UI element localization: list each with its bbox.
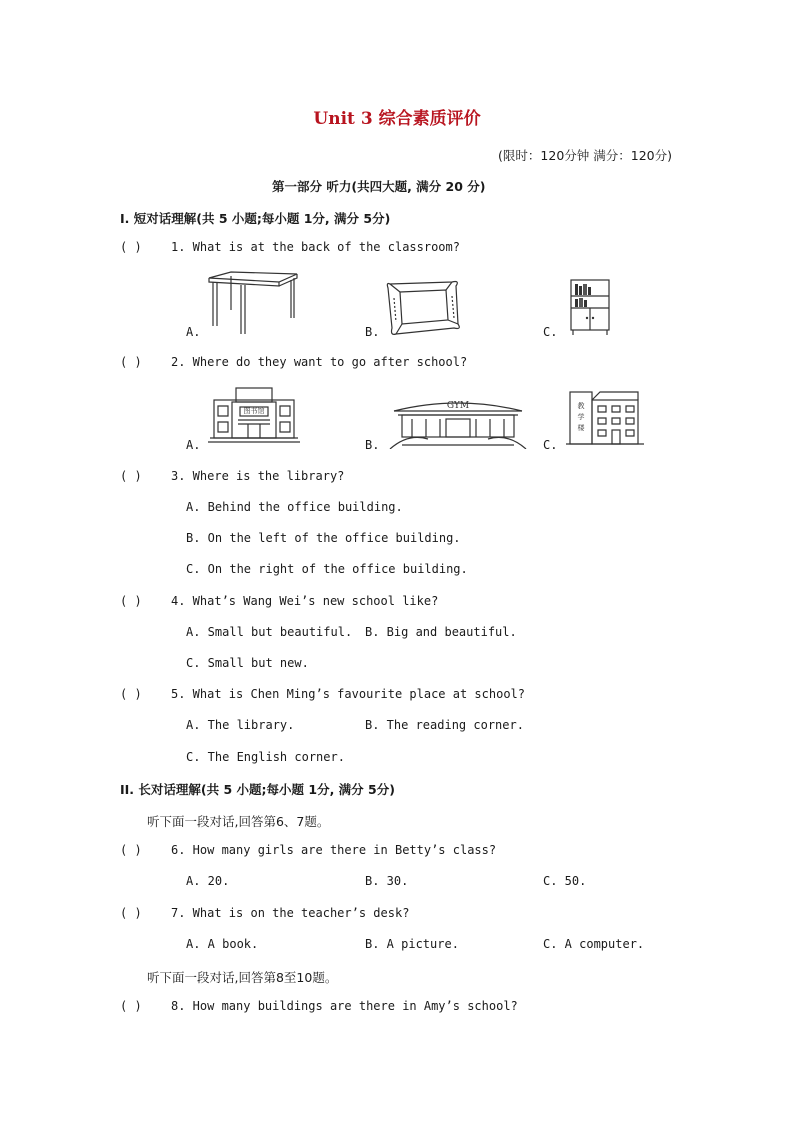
option-b: B. 30. xyxy=(365,874,409,888)
option-c: C. The English corner. xyxy=(186,750,345,764)
answer-blank[interactable]: ( ) xyxy=(120,240,142,254)
section-heading: II. 长对话理解(共 5 小题;每小题 1分, 满分 5分) xyxy=(120,782,395,797)
option-c: C. Small but new. xyxy=(186,656,309,670)
part-heading: 第一部分 听力(共四大题, 满分 20 分) xyxy=(272,179,486,194)
option-b: B. The reading corner. xyxy=(365,718,524,732)
section-heading: I. 短对话理解(共 5 小题;每小题 1分, 满分 5分) xyxy=(120,211,391,226)
option-a: A. The library. xyxy=(186,718,295,732)
time-info: (限时：120分钟 满分：120分) xyxy=(498,148,672,163)
question-1: 1. What is at the back of the classroom? xyxy=(171,240,460,254)
teaching-building-icon xyxy=(566,386,644,448)
option-label: C. xyxy=(543,438,558,452)
library-building-icon xyxy=(208,384,300,446)
option-label: B. xyxy=(365,438,380,452)
instruction: 听下面一段对话,回答第6、7题。 xyxy=(147,814,330,829)
answer-blank[interactable]: ( ) xyxy=(120,687,142,701)
answer-blank[interactable]: ( ) xyxy=(120,469,142,483)
table-icon xyxy=(205,270,300,338)
question-3: 3. Where is the library? xyxy=(171,469,345,483)
answer-blank[interactable]: ( ) xyxy=(120,906,142,920)
option-label: A. xyxy=(186,325,201,339)
page-title: Unit 3 综合素质评价 xyxy=(313,109,481,129)
instruction: 听下面一段对话,回答第8至10题。 xyxy=(147,970,338,985)
gym-building-icon xyxy=(388,393,528,449)
option-a: A. 20. xyxy=(186,874,230,888)
option-a: A. A book. xyxy=(186,937,259,951)
question-7: 7. What is on the teacher’s desk? xyxy=(171,906,410,920)
building-sign-2: 学 xyxy=(577,413,585,421)
gym-sign: GYM xyxy=(446,401,470,411)
question-6: 6. How many girls are there in Betty’s class? xyxy=(171,843,497,857)
question-2: 2. Where do they want to go after school? xyxy=(171,355,468,369)
bookcase-icon xyxy=(567,278,615,338)
building-sign-3: 楼 xyxy=(577,424,585,432)
option-b: B. On the left of the office building. xyxy=(186,531,461,545)
option-c: C. On the right of the office building. xyxy=(186,562,468,576)
option-b: B. Big and beautiful. xyxy=(365,625,517,639)
answer-blank[interactable]: ( ) xyxy=(120,999,142,1013)
question-8: 8. How many buildings are there in Amy’s school? xyxy=(171,999,518,1013)
option-a: A. Small but beautiful. xyxy=(186,625,353,639)
option-label: C. xyxy=(543,325,558,339)
option-label: A. xyxy=(186,438,201,452)
library-sign: 图书馆 xyxy=(243,407,265,415)
option-label: B. xyxy=(365,325,380,339)
option-c: C. 50. xyxy=(543,874,587,888)
answer-blank[interactable]: ( ) xyxy=(120,843,142,857)
building-sign-1: 教 xyxy=(577,402,585,410)
option-a: A. Behind the office building. xyxy=(186,500,403,514)
option-c: C. A computer. xyxy=(543,937,645,951)
picture-frame-icon xyxy=(384,278,464,340)
answer-blank[interactable]: ( ) xyxy=(120,594,142,608)
question-4: 4. What’s Wang Wei’s new school like? xyxy=(171,594,439,608)
option-b: B. A picture. xyxy=(365,937,459,951)
answer-blank[interactable]: ( ) xyxy=(120,355,142,369)
question-5: 5. What is Chen Ming’s favourite place at school? xyxy=(171,687,526,701)
